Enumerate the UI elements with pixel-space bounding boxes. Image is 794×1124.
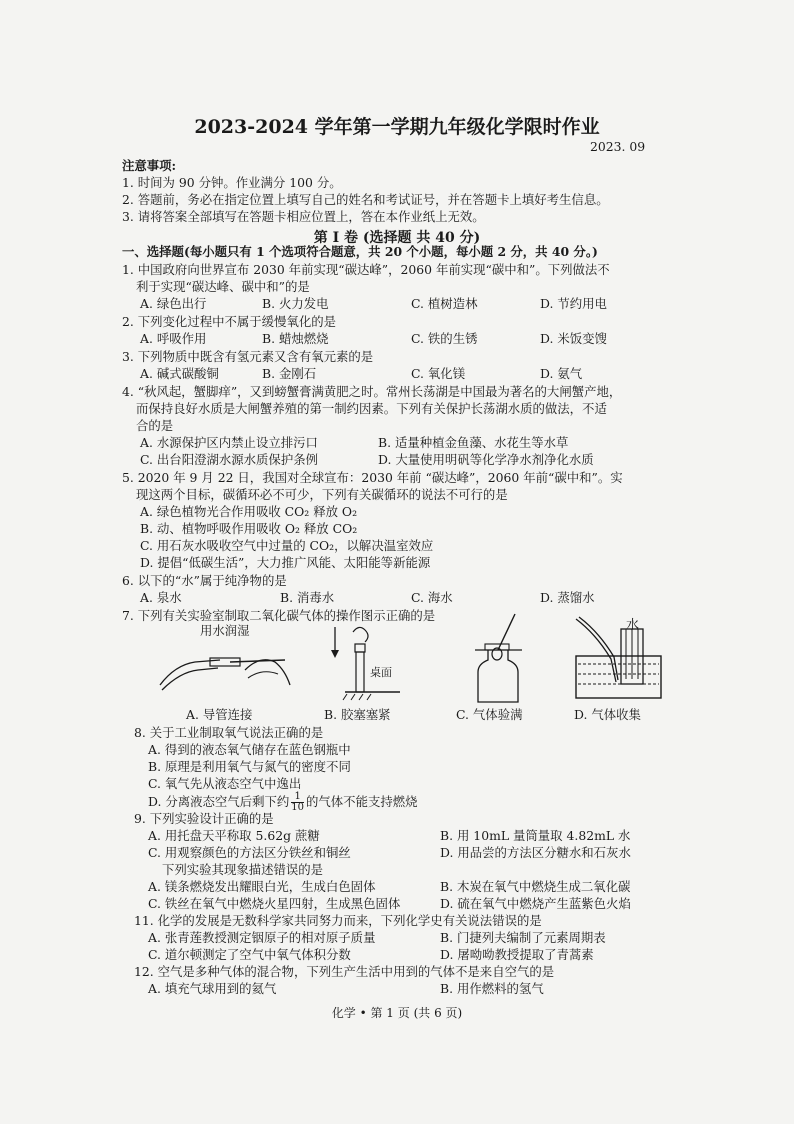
q1-stem-cont: 利于实现“碳达峰、碳中和”的是 — [136, 279, 310, 294]
q9-option-b: B. 用 10mL 量筒量取 4.82mL 水 — [440, 828, 631, 843]
q8-option-d: D. 分离液态空气后剩下约 $\frac{1}{10}$ 的气体不能支持燃烧 — [148, 791, 418, 813]
q7-option-a: A. 导管连接 — [186, 707, 253, 722]
q6-stem: 6. 以下的“水”属于纯净物的是 — [122, 573, 287, 588]
q12-stem: 12. 空气是多种气体的混合物，下列生产生活中用到的气体不是来自空气的是 — [134, 964, 555, 979]
q8-option-c: C. 氧气先从液态空气中逸出 — [148, 776, 302, 791]
q11-option-b: B. 门捷列夫编制了元素周期表 — [440, 930, 606, 945]
q4-stem: 4. “秋风起，蟹脚痒”，又到螃蟹膏满黄肥之时。常州长荡湖是中国最为著名的大闸蟹产地， — [122, 384, 622, 399]
q11-option-a: A. 张青莲教授测定铟原子的相对原子质量 — [148, 930, 376, 945]
q3-option-d: D. 氨气 — [540, 366, 583, 381]
q7-option-b: B. 胶塞塞紧 — [324, 707, 391, 722]
q4-stem-cont: 合的是 — [136, 418, 174, 433]
fig-d-gas-collection — [566, 614, 666, 709]
q5-option-d: D. 提倡“低碳生活”，大力推广风能、太阳能等新能源 — [140, 555, 431, 570]
section-intro: 一、选择题(每小题只有 1 个选项符合题意，共 20 个小题，每小题 2 分，共 40 分。) — [122, 244, 598, 259]
q7-option-d: D. 气体收集 — [574, 707, 641, 722]
q8-option-b: B. 原理是利用氧气与氮气的密度不同 — [148, 759, 351, 774]
q4-stem-cont: 而保持良好水质是大闸蟹养殖的第一制约因素。下列有关保护长荡湖水质的做法，不适 — [136, 401, 607, 416]
q1-option-c: C. 植树造林 — [411, 296, 478, 311]
q12-option-a: A. 填充气球用到的氦气 — [148, 981, 277, 996]
exam-date: 2023. 09 — [590, 139, 646, 154]
fraction: $\frac{1}{10}$ — [291, 791, 305, 813]
q1-option-a: A. 绿色出行 — [140, 296, 207, 311]
q2-stem: 2. 下列变化过程中不属于缓慢氧化的是 — [122, 314, 337, 329]
q6-option-a: A. 泉水 — [140, 590, 182, 605]
q4-option-a: A. 水源保护区内禁止设立排污口 — [140, 435, 318, 450]
q4-option-b: B. 适量种植金鱼藻、水花生等水草 — [378, 435, 569, 450]
q7-stem: 7. 下列有关实验室制取二氧化碳气体的操作图示正确的是 — [122, 608, 436, 623]
q9-stem: 9. 下列实验设计正确的是 — [134, 811, 274, 826]
q6-option-b: B. 消毒水 — [280, 590, 335, 605]
q10-option-d: D. 硫在氧气中燃烧产生蓝紫色火焰 — [440, 896, 631, 911]
fig-a-caption: 用水润湿 — [200, 623, 250, 638]
q10-option-c: C. 铁丝在氧气中燃烧火星四射，生成黑色固体 — [148, 896, 401, 911]
q1-option-d: D. 节约用电 — [540, 296, 607, 311]
q11-option-c: C. 道尔顿测定了空气中氧气体积分数 — [148, 947, 351, 962]
q3-stem: 3. 下列物质中既含有氢元素又含有氧元素的是 — [122, 349, 374, 364]
q3-option-b: B. 金刚石 — [262, 366, 317, 381]
q11-option-d: D. 屠呦呦教授提取了青蒿素 — [440, 947, 594, 962]
page-footer: 化学 • 第 1 页 (共 6 页) — [331, 1006, 463, 1020]
q11-stem: 11. 化学的发展是无数科学家共同努力而来，下列化学史有关说法错误的是 — [134, 913, 542, 928]
q3-option-a: A. 碱式碳酸铜 — [140, 366, 219, 381]
q5-option-c: C. 用石灰水吸收空气中过量的 CO₂，以解决温室效应 — [140, 538, 434, 553]
fig-a-tube-connection — [150, 640, 300, 700]
q4-option-d: D. 大量使用明矾等化学净水剂净化水质 — [378, 452, 594, 467]
q2-option-a: A. 呼吸作用 — [140, 331, 207, 346]
q1-stem: 1. 中国政府向世界宣布 2030 年前实现“碳达峰”，2060 年前实现“碳中和”。下列做法不 — [122, 262, 610, 277]
section-title: 第 I 卷 (选择题 共 40 分) — [313, 230, 481, 246]
q6-option-c: C. 海水 — [411, 590, 453, 605]
q10-stem: 下列实验其现象描述错误的是 — [162, 862, 324, 877]
q9-option-c: C. 用观察颜色的方法区分铁丝和铜丝 — [148, 845, 351, 860]
fig-b-stopper — [325, 622, 405, 702]
q4-option-c: C. 出台阳澄湖水源水质保护条例 — [140, 452, 318, 467]
q8-stem: 8. 关于工业制取氧气说法正确的是 — [134, 725, 324, 740]
q12-option-b: B. 用作燃料的氢气 — [440, 981, 544, 996]
fig-c-gas-test — [470, 612, 540, 707]
page-title: 2023-2024 学年第一学期九年级化学限时作业 — [194, 116, 600, 138]
notice-item: 3. 请将答案全部填写在答题卡相应位置上，答在本作业纸上无效。 — [122, 209, 485, 224]
q9-option-d: D. 用品尝的方法区分糖水和石灰水 — [440, 845, 631, 860]
q5-option-a: A. 绿色植物光合作用吸收 CO₂ 释放 O₂ — [140, 504, 358, 519]
q10-option-b: B. 木炭在氧气中燃烧生成二氧化碳 — [440, 879, 631, 894]
notice-item: 1. 时间为 90 分钟。作业满分 100 分。 — [122, 175, 342, 190]
q5-stem-cont: 现这两个目标，碳循环必不可少，下列有关碳循环的说法不可行的是 — [136, 487, 508, 502]
q2-option-c: C. 铁的生锈 — [411, 331, 478, 346]
q1-option-b: B. 火力发电 — [262, 296, 329, 311]
fig-b-desk-label: 桌面 — [370, 666, 392, 679]
q8-option-a: A. 得到的液态氧气储存在蓝色钢瓶中 — [148, 742, 351, 757]
q10-option-a: A. 镁条燃烧发出耀眼白光，生成白色固体 — [148, 879, 376, 894]
q5-option-b: B. 动、植物呼吸作用吸收 O₂ 释放 CO₂ — [140, 521, 358, 536]
q5-stem: 5. 2020 年 9 月 22 日，我国对全球宣布：2030 年前 “碳达峰”，2060 年前“碳中和”。实 — [122, 470, 623, 485]
q2-option-d: D. 米饭变馊 — [540, 331, 607, 346]
q7-option-c: C. 气体验满 — [456, 707, 523, 722]
q9-option-a: A. 用托盘天平称取 5.62g 蔗糖 — [148, 828, 320, 843]
fig-d-water-label: 水 — [626, 618, 640, 633]
q6-option-d: D. 蒸馏水 — [540, 590, 595, 605]
notice-heading: 注意事项: — [122, 158, 177, 173]
q3-option-c: C. 氧化镁 — [411, 366, 466, 381]
q2-option-b: B. 蜡烛燃烧 — [262, 331, 329, 346]
notice-item: 2. 答题前，务必在指定位置上填写自己的姓名和考试证号，并在答题卡上填好考生信息。 — [122, 192, 609, 207]
